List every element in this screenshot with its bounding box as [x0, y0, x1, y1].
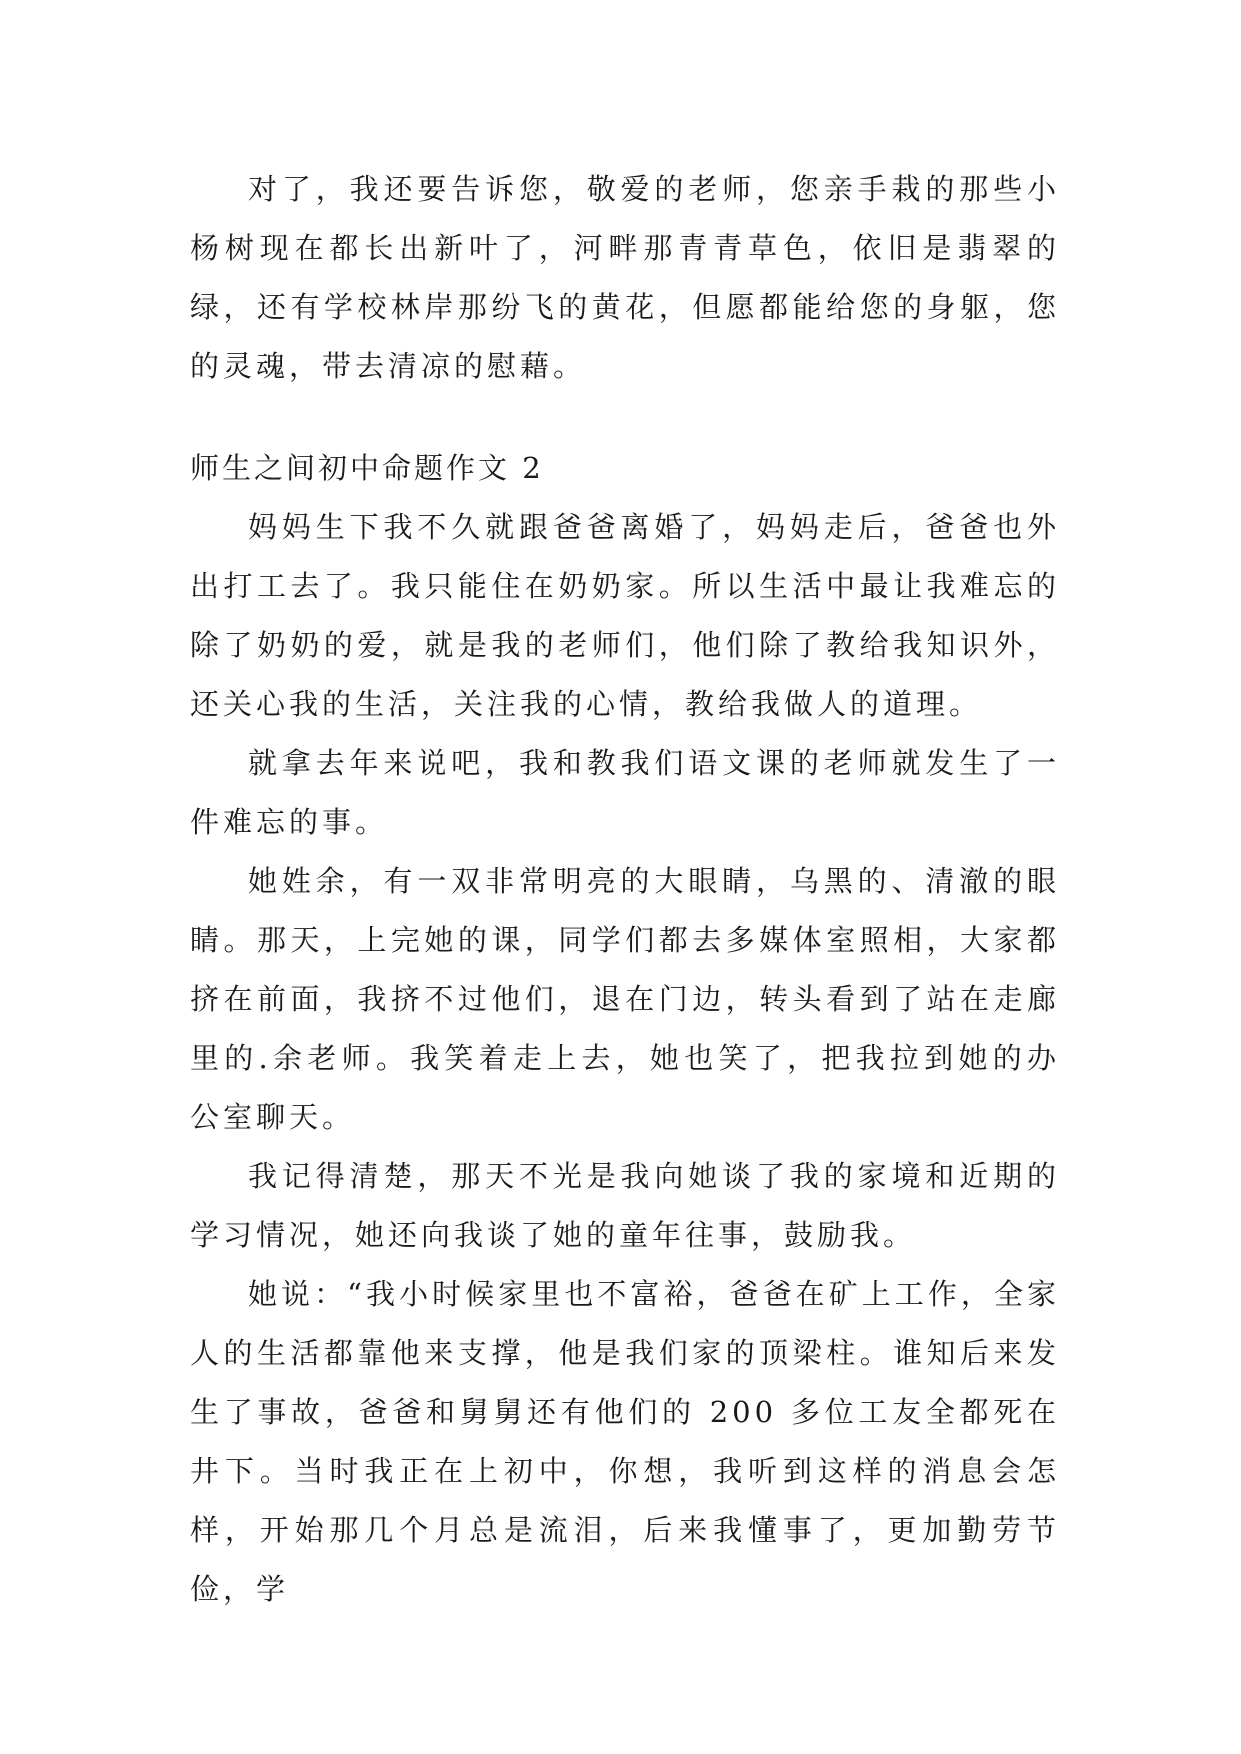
paragraph-intro: 对了，我还要告诉您，敬爱的老师，您亲手栽的那些小杨树现在都长出新叶了，河畔那青青草色，依旧是翡翠的绿，还有学校林岸那纷飞的黄花，但愿都能给您的身躯，您的灵魂，带去清凉的慰藉。 — [190, 172, 1060, 383]
paragraph-2: 就拿去年来说吧，我和教我们语文课的老师就发生了一件难忘的事。 — [190, 746, 1060, 839]
paragraph-4: 我记得清楚，那天不光是我向她谈了我的家境和近期的学习情况，她还向我谈了她的童年往事，鼓励我。 — [190, 1159, 1060, 1252]
paragraph-5: 她说：“我小时候家里也不富裕，爸爸在矿上工作，全家人的生活都靠他来支撑，他是我们家的顶梁柱。谁知后来发生了事故，爸爸和舅舅还有他们的 200 多位工友全都死在井下。当时我正在上初中，你想，我听到这样的消息会怎样，开始那几个月总是流泪，后来我懂事了，更加勤劳节俭，学 — [190, 1277, 1060, 1606]
document-body — [190, 160, 1060, 1619]
section-title: 师生之间初中命题作文 2 — [190, 451, 544, 485]
paragraph-1: 妈妈生下我不久就跟爸爸离婚了，妈妈走后，爸爸也外出打工去了。我只能住在奶奶家。所以生活中最让我难忘的除了奶奶的爱，就是我的老师们，他们除了教给我知识外，还关心我的生活，关注我的心情，教给我做人的道理。 — [190, 510, 1060, 721]
paragraph-3: 她姓余，有一双非常明亮的大眼睛，乌黑的、清澈的眼睛。那天，上完她的课，同学们都去多媒体室照相，大家都挤在前面，我挤不过他们，退在门边，转头看到了站在走廊里的.余老师。我笑着走上去，她也笑了，把我拉到她的办公室聊天。 — [190, 864, 1060, 1134]
